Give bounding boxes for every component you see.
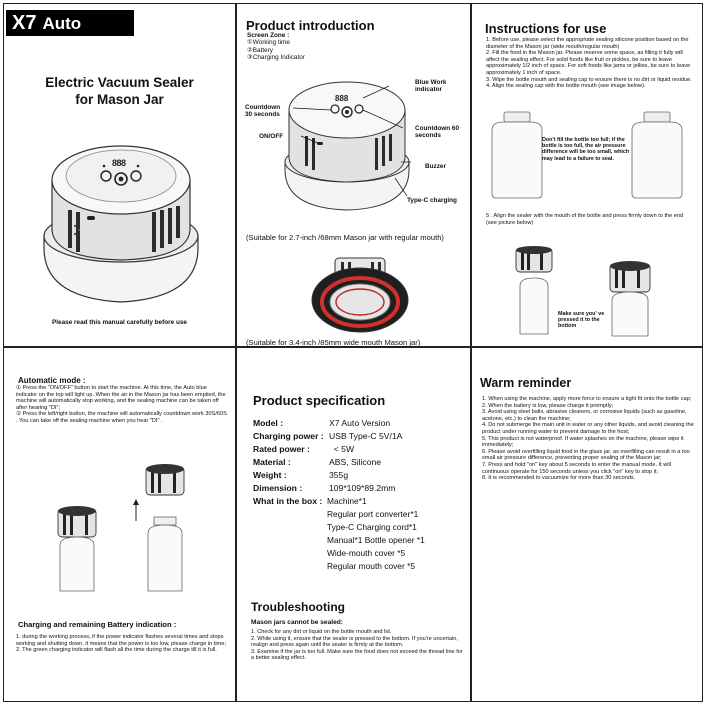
warm-item: 8. It is recommended to vacuumize for more than 30 seconds. — [482, 475, 636, 482]
model-badge — [6, 10, 134, 59]
warm-item: 2. When the battery is low, please charge it promptly; — [482, 402, 614, 409]
specification-panel — [236, 347, 471, 702]
troubleshooting-heading: Troubleshooting — [251, 600, 345, 614]
wide-mouth-adapter-illustration — [301, 256, 411, 336]
warm-item: 4. Do not submerge the main unit in water or any other liquids, and avoid cleaning the product under running water to prevent damage to the host; — [482, 422, 694, 435]
model-number: X7 — [12, 12, 37, 34]
box-item: Regular mouth cover *5 — [327, 561, 415, 571]
battery-heading: Charging and remaining Battery indication : — [18, 620, 177, 629]
box-item: Machine*1 — [327, 496, 367, 506]
instruction-step: 3. Wipe the bottle mouth and sealing cap to ensure there is no dirt or liquid residue. — [486, 76, 692, 83]
instruction-steps — [486, 37, 696, 90]
callout-countdown-30: Countdown 30 seconds — [245, 104, 281, 119]
instruction-step: 4. Align the sealing cap with the bottle mouth (see image below). — [486, 83, 646, 90]
manual-note: Please read this manual carefully before use — [52, 319, 187, 326]
instruction-step: 2. Fill the food in the Mason jar. Please reserve some space, as filling it fully will affect the sealing effect. For solid foods like fruit or pickles, be sure to leave approximately 1/2 inch of space. For soft foods like jams or jellies, be sure to leave approximately 1 inch of space. — [486, 50, 691, 76]
automatic-mode-para: ① Press the "ON/OFF" button to start the machine. At this time, the Auto blue indicator on the top will light up. When the air in the Mason jar has been emptied, the machine will automatically stop working, and the sealing machine can be taken off after hearing "DI"; — [16, 385, 226, 411]
warm-heading: Warm reminder — [480, 376, 572, 390]
battery-list — [16, 634, 228, 654]
callout-buzzer: Buzzer — [425, 163, 446, 170]
warm-reminder-panel — [471, 347, 703, 702]
spec-value: 109*109*89.2mm — [329, 483, 396, 493]
callout-typec: Type-C charging — [407, 197, 457, 204]
wide-mouth-caption: (Suitable for 3.4-inch /85mm wide mouth Mason jar) — [246, 338, 421, 347]
box-item: Manual*1 Bottle opener *1 — [327, 535, 425, 545]
warm-item: 5. This product is not waterproof. If water splashes on the machine, please wipe it immediately; — [482, 435, 684, 449]
troubleshooting-sub: Mason jars cannot be sealed: — [251, 619, 343, 626]
regular-mouth-caption: (Suitable for 2.7-inch /68mm Mason jar with regular mouth) — [246, 233, 444, 242]
screen-zone-item: ③Charging Indicator — [247, 54, 305, 62]
automatic-mode-panel — [3, 347, 236, 702]
spec-key: Dimension : — [253, 483, 303, 493]
screen-zone-list — [247, 32, 305, 62]
battery-item: 1. during the working process, if the power indicator flashes several times and stops working and shutting down, it means that the power is too low, please charge in time; — [16, 634, 226, 647]
device-diagram — [277, 70, 417, 220]
warm-item: 1. When using the machine, apply more force to ensure a tight fit onto the bottle cap; — [482, 396, 692, 402]
spec-key: Rated power : — [253, 444, 310, 454]
screen-zone-item: ②Battery — [247, 46, 273, 54]
cover-title — [4, 74, 235, 108]
spec-key: Model : — [253, 418, 284, 428]
pressed-note: Make sure you' ve pressed it to the bottom — [558, 311, 605, 330]
box-item: Regular port converter*1 — [327, 509, 419, 519]
cover-panel — [3, 3, 236, 347]
cover-title-line1: Electric Vacuum Sealer — [45, 75, 194, 90]
warm-item: 6. Please avoid overfilling liquid food in the glass jar, as overfilling can result in a too small air pressure difference, preventing proper sealing of the Mason jar; — [482, 448, 690, 462]
instruction-step-5: 5 . Align the sealer with the mouth of the bottle and press firmly down to the end (see picture below) — [486, 213, 684, 226]
automatic-mode-heading: Automatic mode : — [18, 376, 86, 385]
spec-value: USB Type-C 5V/1A — [329, 431, 403, 441]
troubleshooting-item: 1. Check for any dirt or liquid on the bottle mouth and lid. — [251, 629, 392, 635]
warm-item: 3. Avoid using steel balls, abrasive cleaners, or corrosive liquids (such as gasoline, acetone, etc.) to clean the machine; — [482, 409, 687, 422]
callout-onoff: ON/OFF — [259, 133, 284, 140]
box-item: Type-C Charging cord*1 — [327, 522, 417, 532]
troubleshooting-list — [251, 629, 465, 662]
box-item: Wide-mouth cover *5 — [327, 548, 406, 558]
intro-heading: Product introduction — [246, 18, 375, 33]
box-label: What in the box : — [253, 496, 323, 506]
screen-zone-item: ①Working time — [247, 39, 290, 47]
battery-item: 2. The green charging indicator will flash all the time during the charge till it is full. — [16, 647, 217, 654]
spec-value: X7 Auto Version — [329, 418, 391, 428]
automatic-mode-text — [16, 385, 228, 425]
instructions-panel — [471, 3, 703, 347]
spec-key: Material : — [253, 457, 291, 467]
spec-key: Weight : — [253, 470, 287, 480]
spec-value: 355g — [329, 470, 349, 480]
troubleshooting-item: 3. Examine if the jar is too full. Make sure the food does not exceed the thread line for a better sealing effect. — [251, 648, 463, 662]
troubleshooting-item: 2. While using it, ensure that the sealer is pressed to the bottom. If you're uncertain, realign and press again until the sealer is firmly at the bottom. — [251, 635, 458, 649]
spec-heading: Product specification — [253, 393, 386, 408]
sealer-device-illustration — [34, 130, 209, 310]
instructions-heading: Instructions for use — [485, 21, 607, 36]
spec-key: Charging power : — [253, 431, 324, 441]
callout-blue-work: Blue Work indicator — [415, 79, 447, 94]
auto-mode-illustration — [48, 463, 208, 595]
model-version: Auto Version — [12, 14, 82, 59]
display-digits: 888 — [335, 94, 349, 103]
screen-zone-label: Screen Zone : — [247, 32, 290, 39]
warm-item: 7. Press and hold "on" key about 5 seconds to enter the manual mode. It will continuous operate for 150 seconds unless you click "on" key to stop it; — [482, 461, 671, 475]
spec-value: < 5W — [329, 444, 355, 454]
instruction-step: 1. Before use, please select the appropriate sealing silicone position based on the diameter of the Mason jar (wide mouth/regular mouth) — [486, 37, 689, 50]
display-digits: 888 — [112, 158, 126, 168]
product-intro-panel — [236, 3, 471, 347]
callout-countdown-60: Countdown 60 seconds — [415, 125, 460, 140]
spec-value: ABS, Silicone — [329, 457, 382, 467]
warm-list — [482, 396, 696, 482]
automatic-mode-para: ② Press the left/right button, the machine will automatically countdown work 30S/60S . You can take off the sealing machine when you hear "DI" . — [16, 411, 227, 424]
cover-title-line2: for Mason Jar — [75, 92, 164, 107]
bottle-warning: Don't fill the bottle too full; if the bottle is too full, the air pressure difference will be too small, which may lead to a failure to seal. — [542, 137, 630, 162]
